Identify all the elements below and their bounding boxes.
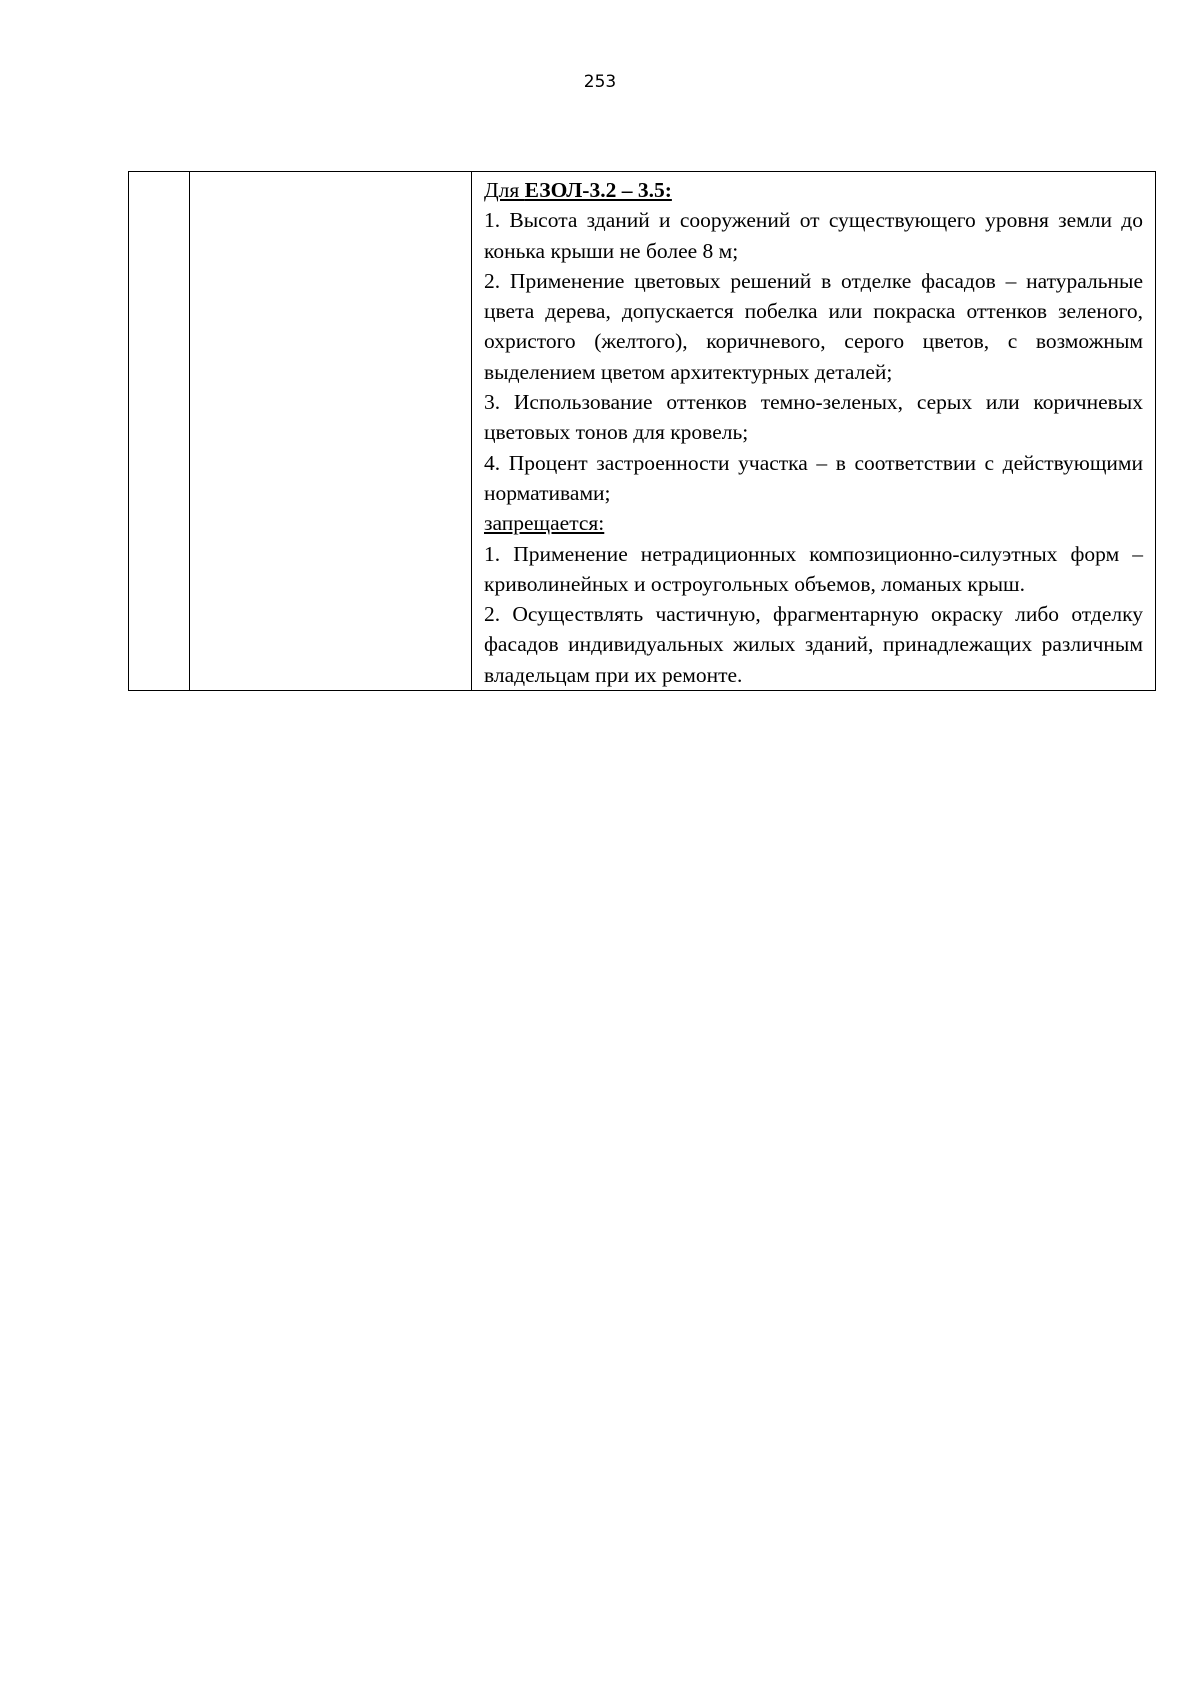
table-row [129,172,1156,691]
prohibited-item: 1. Применение нетрадиционных композиционно-силуэтных форм – криволинейных и остроугольных объемов, ломаных крыш. [484,541,1143,596]
regulations-table [128,171,1156,691]
zone-heading [484,175,1143,205]
allowed-item: 4. Процент застроенности участка – в соответствии с действующими нормативами; [484,450,1143,505]
table-cell-requirements [472,172,1156,691]
zone-heading-code: ЕЗОЛ-3.2 – 3.5: [524,178,672,202]
allowed-item: 2. Применение цветовых решений в отделке фасадов – натуральные цвета дерева, допускается побелка или покраска оттенков зеленого, охристого (желтого), коричневого, серого цветов, с возможным выделением цветом архитектурных деталей; [484,268,1143,384]
page-number: 253 [583,72,617,92]
prohibited-item: 2. Осуществлять частичную, фрагментарную окраску либо отделку фасадов индивидуальных жилых зданий, принадлежащих различным владельцам при их ремонте. [484,602,1143,687]
prohibited-heading: запрещается: [484,511,605,536]
requirements-text [472,172,1155,690]
table-cell-number [129,172,190,691]
table-cell-zone [190,172,472,691]
allowed-item: 1. Высота зданий и сооружений от существующего уровня земли до конька крыши не более 8 м; [484,208,1143,263]
allowed-item: 3. Использование оттенков темно-зеленых, серых или коричневых цветовых тонов для кровель; [484,390,1143,445]
zone-heading-prefix: Для [484,178,525,202]
